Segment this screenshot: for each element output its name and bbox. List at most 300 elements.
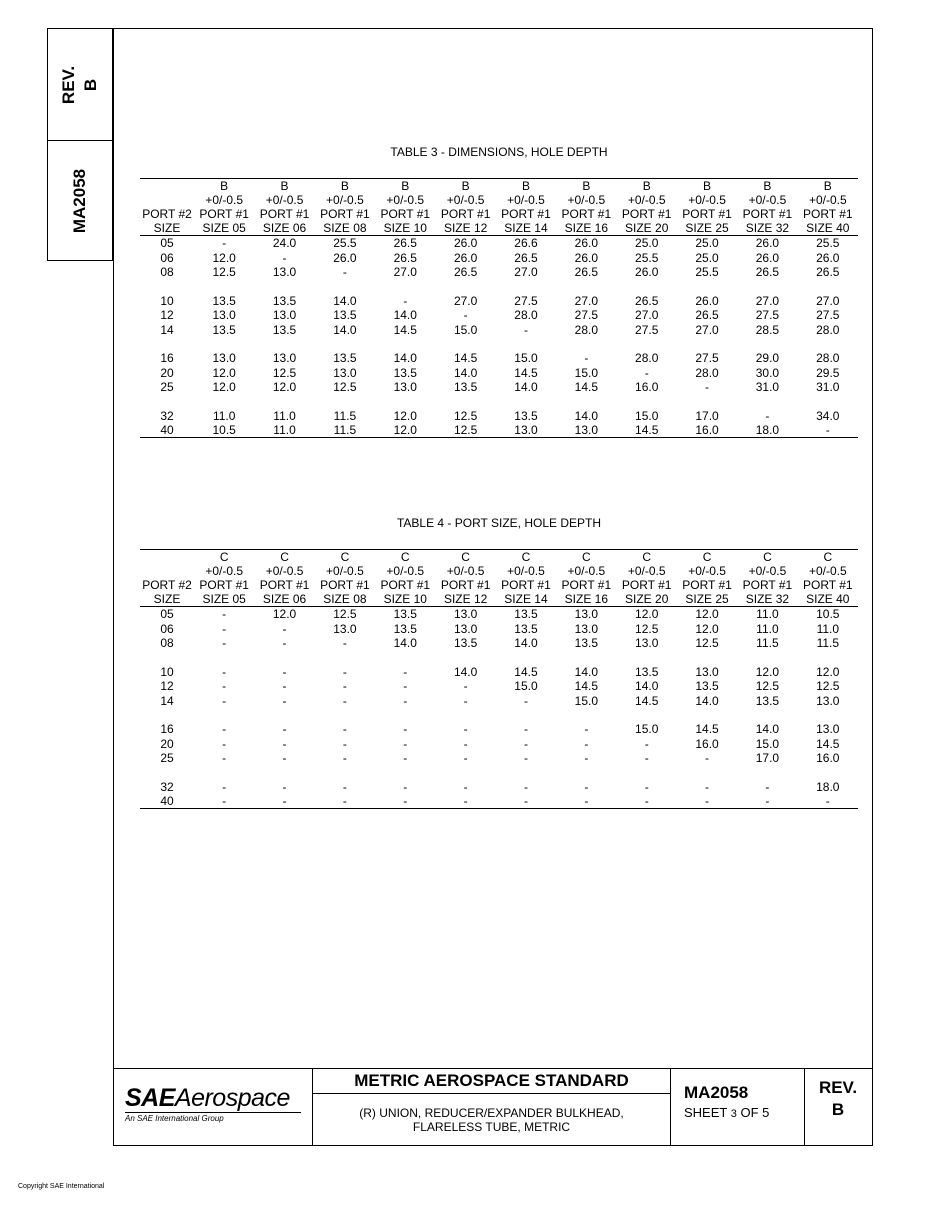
value-cell: - bbox=[282, 621, 287, 636]
value-cell: 13.0 bbox=[212, 308, 236, 323]
value-cell: 26.0 bbox=[453, 250, 478, 265]
footer-doc-number: MA2058 bbox=[684, 1083, 749, 1102]
column-header-tol: +0/-0.5 bbox=[688, 193, 726, 207]
value-cell: 26.5 bbox=[393, 236, 417, 251]
value-cell: 13.5 bbox=[574, 635, 599, 650]
table4-title: TABLE 4 - PORT SIZE, HOLE DEPTH bbox=[396, 516, 602, 530]
value-cell: - bbox=[435, 794, 495, 809]
port2-size-cell: 25 bbox=[160, 751, 174, 766]
value-cell: - bbox=[222, 751, 227, 766]
value-cell: 27.0 bbox=[635, 308, 659, 323]
value-cell: - bbox=[403, 293, 408, 308]
value-cell: 13.5 bbox=[272, 293, 297, 308]
column-header-tol: +0/-0.5 bbox=[808, 193, 847, 207]
value-cell: 25.0 bbox=[635, 236, 659, 251]
value-cell: 13.5 bbox=[514, 408, 538, 423]
column-header-size: SIZE 32 bbox=[737, 221, 797, 236]
port2-size-cell: 16 bbox=[160, 722, 174, 737]
column-header-size: SIZE 16 bbox=[556, 221, 616, 236]
value-cell: 26.5 bbox=[514, 250, 538, 265]
value-cell: 27.5 bbox=[816, 308, 840, 323]
value-cell: 16.0 bbox=[816, 751, 840, 766]
table-row bbox=[140, 607, 858, 622]
value-cell: 14.5 bbox=[635, 693, 659, 708]
port2-size-cell: 16 bbox=[160, 351, 174, 366]
copyright-notice: Copyright SAE International bbox=[18, 1183, 105, 1190]
value-cell: - bbox=[523, 322, 528, 337]
column-header-tol: +0/-0.5 bbox=[507, 193, 545, 207]
value-cell: 26.6 bbox=[514, 236, 538, 251]
value-cell: 12.0 bbox=[393, 408, 417, 423]
value-cell: 26.5 bbox=[453, 264, 478, 279]
value-cell: 14.0 bbox=[393, 635, 417, 650]
value-cell: - bbox=[222, 693, 227, 708]
column-header-port: PORT #1 bbox=[320, 207, 370, 221]
value-cell: 15.0 bbox=[574, 365, 599, 380]
value-cell: 13.0 bbox=[453, 607, 478, 622]
column-header-size: SIZE 08 bbox=[315, 221, 375, 236]
port2-size-cell: 10 bbox=[160, 293, 174, 308]
value-cell: - bbox=[282, 693, 287, 708]
column-header-size: SIZE 05 bbox=[194, 592, 254, 607]
value-cell: 15.0 bbox=[453, 322, 478, 337]
value-cell: 13.0 bbox=[556, 423, 616, 438]
footer-revision bbox=[805, 1077, 871, 1121]
value-cell: - bbox=[765, 779, 770, 794]
value-cell: 14.0 bbox=[333, 293, 357, 308]
port2-size-cell: 05 bbox=[160, 236, 174, 251]
value-cell: 16.0 bbox=[635, 380, 659, 395]
value-cell: 12.5 bbox=[333, 607, 357, 622]
column-header-size: SIZE 25 bbox=[677, 221, 737, 236]
value-cell: 13.0 bbox=[574, 621, 599, 636]
value-cell: 26.0 bbox=[574, 236, 599, 251]
value-cell: - bbox=[584, 751, 589, 766]
value-cell: 12.5 bbox=[435, 423, 495, 438]
value-cell: 14.5 bbox=[393, 322, 417, 337]
value-cell: 12.0 bbox=[272, 607, 297, 622]
value-cell: - bbox=[342, 751, 347, 766]
value-cell: 13.0 bbox=[574, 607, 599, 622]
column-header-size: SIZE 12 bbox=[435, 592, 495, 607]
value-cell: 25.5 bbox=[695, 264, 719, 279]
value-cell: - bbox=[282, 736, 287, 751]
value-cell: 14.0 bbox=[695, 693, 719, 708]
value-cell: - bbox=[375, 794, 435, 809]
sae-aerospace-logo bbox=[125, 1085, 305, 1123]
column-header-port: PORT #1 bbox=[621, 207, 672, 221]
value-cell: 13.5 bbox=[212, 322, 236, 337]
sheet-of: OF bbox=[740, 1105, 759, 1120]
value-cell: 28.5 bbox=[755, 322, 780, 337]
side-rev-label: REV. bbox=[59, 65, 78, 104]
column-header-letter: B bbox=[798, 179, 858, 194]
value-cell: 28.0 bbox=[514, 308, 538, 323]
port2-size-cell: 06 bbox=[160, 621, 174, 636]
table-row bbox=[140, 366, 858, 380]
column-header-tol: +0/-0.5 bbox=[386, 193, 425, 207]
value-cell: - bbox=[282, 250, 287, 265]
column-header-tol: +0/-0.5 bbox=[507, 564, 545, 578]
subtitle-line-1: (R) UNION, REDUCER/EXPANDER BULKHEAD, bbox=[359, 1106, 624, 1120]
column-header-tol: +0/-0.5 bbox=[446, 193, 485, 207]
port2-header-cell: SIZE bbox=[140, 221, 194, 236]
value-cell: - bbox=[222, 664, 227, 679]
value-cell: 14.5 bbox=[617, 423, 677, 438]
sheet-total: 5 bbox=[762, 1105, 770, 1120]
value-cell: - bbox=[403, 679, 408, 694]
sheet-prefix: SHEET bbox=[684, 1105, 728, 1120]
port2-size-cell: 10 bbox=[160, 664, 174, 679]
value-cell: 27.5 bbox=[695, 351, 719, 366]
port2-size-cell: 06 bbox=[160, 250, 174, 265]
value-cell: 26.5 bbox=[755, 264, 780, 279]
column-header-port: PORT #1 bbox=[682, 578, 732, 592]
value-cell: 12.0 bbox=[695, 621, 719, 636]
column-header-port: PORT #1 bbox=[561, 207, 612, 221]
value-cell: 14.0 bbox=[453, 664, 478, 679]
table4 bbox=[140, 549, 858, 809]
column-header-port: PORT #1 bbox=[199, 207, 249, 221]
column-header-tol: +0/-0.5 bbox=[446, 564, 485, 578]
value-cell: 17.0 bbox=[695, 408, 719, 423]
footer-rev-value: B bbox=[831, 1100, 845, 1119]
value-cell: 27.0 bbox=[514, 264, 538, 279]
value-cell: 13.0 bbox=[393, 380, 417, 395]
value-cell: - bbox=[523, 722, 528, 737]
port2-header-cell: PORT #2 bbox=[142, 207, 192, 221]
column-header-tol: +0/-0.5 bbox=[386, 564, 425, 578]
value-cell: - bbox=[496, 794, 556, 809]
value-cell: - bbox=[584, 736, 589, 751]
value-cell: 14.5 bbox=[574, 380, 599, 395]
value-cell: 27.0 bbox=[574, 293, 599, 308]
column-header-letter: C bbox=[798, 550, 858, 565]
header-row bbox=[140, 564, 858, 578]
value-cell: 13.0 bbox=[635, 635, 659, 650]
value-cell: 15.0 bbox=[514, 679, 538, 694]
value-cell: 31.0 bbox=[816, 380, 840, 395]
value-cell: 13.5 bbox=[755, 693, 780, 708]
document-subtitle bbox=[313, 1094, 670, 1134]
value-cell: 12.5 bbox=[212, 264, 236, 279]
value-cell: 11.0 bbox=[756, 621, 779, 636]
table-row bbox=[140, 380, 858, 394]
value-cell: - bbox=[705, 751, 710, 766]
column-header-port: PORT #1 bbox=[803, 207, 853, 221]
value-cell: - bbox=[644, 365, 649, 380]
header-row bbox=[140, 550, 858, 565]
value-cell: - bbox=[523, 751, 528, 766]
value-cell: - bbox=[644, 779, 649, 794]
column-header-tol: +0/-0.5 bbox=[748, 564, 787, 578]
value-cell: 14.0 bbox=[574, 664, 599, 679]
logo-tagline: An SAE International Group bbox=[125, 1114, 224, 1123]
table-row bbox=[140, 409, 858, 423]
column-header-size: SIZE 14 bbox=[496, 592, 556, 607]
value-cell: 26.0 bbox=[333, 250, 357, 265]
port2-size-cell: 20 bbox=[160, 365, 174, 380]
value-cell: - bbox=[584, 722, 589, 737]
column-header-tol: +0/-0.5 bbox=[265, 193, 304, 207]
column-header-size: SIZE 20 bbox=[617, 592, 677, 607]
value-cell: 15.0 bbox=[514, 351, 538, 366]
value-cell: 15.0 bbox=[755, 736, 780, 751]
column-header-size: SIZE 10 bbox=[375, 221, 435, 236]
value-cell: 14.0 bbox=[453, 365, 478, 380]
table-row bbox=[140, 636, 858, 650]
column-header-tol: +0/-0.5 bbox=[265, 564, 304, 578]
column-header-port: PORT #1 bbox=[742, 207, 793, 221]
value-cell: 29.0 bbox=[755, 351, 780, 366]
value-cell: 24.0 bbox=[272, 236, 297, 251]
value-cell: 18.0 bbox=[737, 423, 797, 438]
table-row bbox=[140, 236, 858, 251]
table-row bbox=[140, 423, 858, 438]
value-cell: 27.0 bbox=[816, 293, 840, 308]
value-cell: 27.5 bbox=[574, 308, 599, 323]
value-cell: 25.5 bbox=[333, 236, 357, 251]
value-cell: 12.5 bbox=[695, 635, 719, 650]
table-row bbox=[140, 621, 858, 635]
value-cell: - bbox=[463, 751, 468, 766]
value-cell: 14.0 bbox=[333, 322, 357, 337]
value-cell: - bbox=[222, 236, 227, 251]
value-cell: - bbox=[798, 423, 858, 438]
column-header-letter: C bbox=[315, 550, 375, 565]
value-cell: - bbox=[222, 736, 227, 751]
value-cell: 26.0 bbox=[695, 293, 719, 308]
document-cell bbox=[671, 1069, 805, 1146]
value-cell: 12.5 bbox=[272, 365, 297, 380]
value-cell: 12.5 bbox=[333, 380, 357, 395]
column-header-size: SIZE 25 bbox=[677, 592, 737, 607]
value-cell: - bbox=[765, 408, 770, 423]
value-cell: - bbox=[222, 779, 227, 794]
value-cell: 12.0 bbox=[212, 365, 236, 380]
column-header-letter: C bbox=[254, 550, 314, 565]
value-cell: - bbox=[222, 679, 227, 694]
value-cell: - bbox=[463, 308, 468, 323]
port2-size-cell: 08 bbox=[160, 635, 174, 650]
value-cell: 13.5 bbox=[695, 679, 719, 694]
port2-size-cell: 40 bbox=[140, 423, 194, 438]
value-cell: 27.5 bbox=[635, 322, 659, 337]
value-cell: 11.5 bbox=[315, 423, 375, 438]
value-cell: 25.0 bbox=[695, 250, 719, 265]
value-cell: - bbox=[342, 779, 347, 794]
value-cell: 17.0 bbox=[755, 751, 780, 766]
header-row bbox=[140, 578, 858, 592]
spacer-cell bbox=[140, 708, 858, 722]
value-cell: 13.5 bbox=[514, 621, 538, 636]
value-cell: 11.0 bbox=[816, 621, 840, 636]
table3 bbox=[140, 178, 858, 438]
value-cell: 12.5 bbox=[453, 408, 478, 423]
logo-sae: SAE bbox=[125, 1084, 175, 1112]
footer-rev-label: REV. bbox=[818, 1078, 858, 1097]
value-cell: 13.0 bbox=[333, 621, 357, 636]
value-cell: 13.0 bbox=[272, 264, 297, 279]
value-cell: 27.0 bbox=[453, 293, 478, 308]
column-header-port: PORT #1 bbox=[501, 207, 551, 221]
value-cell: 15.0 bbox=[635, 408, 659, 423]
value-cell: 26.0 bbox=[574, 250, 599, 265]
value-cell: 13.0 bbox=[212, 351, 236, 366]
column-header-size: SIZE 14 bbox=[496, 221, 556, 236]
column-header-size: SIZE 32 bbox=[737, 592, 797, 607]
value-cell: 26.0 bbox=[755, 250, 780, 265]
value-cell: - bbox=[584, 779, 589, 794]
value-cell: - bbox=[403, 779, 408, 794]
value-cell: - bbox=[677, 794, 737, 809]
column-header-letter: C bbox=[677, 550, 737, 565]
side-doc-number: MA2058 bbox=[70, 168, 89, 233]
value-cell: 12.0 bbox=[212, 380, 236, 395]
column-header-port: PORT #1 bbox=[380, 207, 431, 221]
column-header-letter: B bbox=[617, 179, 677, 194]
value-cell: 13.0 bbox=[816, 722, 840, 737]
logo-aerospace: Aerospace bbox=[174, 1084, 290, 1112]
table-row bbox=[140, 679, 858, 693]
column-header-letter: C bbox=[737, 550, 797, 565]
value-cell: 13.5 bbox=[635, 664, 659, 679]
value-cell: 16.0 bbox=[695, 736, 719, 751]
column-header-tol: +0/-0.5 bbox=[567, 193, 606, 207]
value-cell: 26.5 bbox=[816, 264, 840, 279]
value-cell: 15.0 bbox=[635, 722, 659, 737]
column-header-tol: +0/-0.5 bbox=[567, 564, 606, 578]
port2-size-cell: 12 bbox=[160, 679, 174, 694]
value-cell: 12.0 bbox=[375, 423, 435, 438]
port2-header-cell bbox=[140, 193, 194, 207]
value-cell: 28.0 bbox=[635, 351, 659, 366]
value-cell: - bbox=[222, 607, 227, 622]
column-header-letter: B bbox=[194, 179, 254, 194]
header-row bbox=[140, 179, 858, 194]
port2-size-cell: 25 bbox=[160, 380, 174, 395]
value-cell: 34.0 bbox=[816, 408, 840, 423]
column-header-port: PORT #1 bbox=[259, 207, 310, 221]
value-cell: 14.5 bbox=[816, 736, 840, 751]
table-row bbox=[140, 265, 858, 279]
value-cell: 26.0 bbox=[816, 250, 840, 265]
value-cell: 26.0 bbox=[755, 236, 780, 251]
value-cell: 28.0 bbox=[695, 365, 719, 380]
value-cell: 13.0 bbox=[496, 423, 556, 438]
value-cell: 14.0 bbox=[393, 351, 417, 366]
value-cell: 13.0 bbox=[695, 664, 719, 679]
value-cell: 27.5 bbox=[514, 293, 538, 308]
value-cell: 26.0 bbox=[453, 236, 478, 251]
column-header-letter: C bbox=[496, 550, 556, 565]
value-cell: - bbox=[282, 751, 287, 766]
standard-title: METRIC AEROSPACE STANDARD bbox=[313, 1069, 670, 1094]
value-cell: - bbox=[342, 635, 347, 650]
value-cell: - bbox=[705, 779, 710, 794]
value-cell: 11.0 bbox=[756, 607, 779, 622]
value-cell: - bbox=[254, 794, 314, 809]
value-cell: 26.0 bbox=[635, 264, 659, 279]
port2-size-cell: 12 bbox=[160, 308, 174, 323]
value-cell: - bbox=[282, 779, 287, 794]
table-row bbox=[140, 693, 858, 707]
column-header-letter: B bbox=[677, 179, 737, 194]
value-cell: 11.0 bbox=[212, 408, 236, 423]
column-header-port: PORT #1 bbox=[742, 578, 793, 592]
value-cell: 12.5 bbox=[755, 679, 780, 694]
column-header-tol: +0/-0.5 bbox=[326, 564, 364, 578]
value-cell: 12.0 bbox=[695, 607, 719, 622]
column-header-port: PORT #1 bbox=[199, 578, 249, 592]
column-header-letter: B bbox=[556, 179, 616, 194]
value-cell: - bbox=[222, 621, 227, 636]
value-cell: 15.0 bbox=[574, 693, 599, 708]
table-row bbox=[140, 794, 858, 809]
column-header-tol: +0/-0.5 bbox=[627, 564, 666, 578]
column-header-tol: +0/-0.5 bbox=[326, 193, 364, 207]
value-cell: - bbox=[403, 736, 408, 751]
value-cell: 13.5 bbox=[453, 635, 478, 650]
column-header-tol: +0/-0.5 bbox=[688, 564, 726, 578]
value-cell: 14.0 bbox=[635, 679, 659, 694]
value-cell: - bbox=[342, 722, 347, 737]
value-cell: - bbox=[463, 693, 468, 708]
title-cell bbox=[313, 1069, 671, 1146]
column-header-port: PORT #1 bbox=[320, 578, 370, 592]
title-block bbox=[113, 1068, 873, 1146]
value-cell: - bbox=[523, 693, 528, 708]
column-header-size: SIZE 08 bbox=[315, 592, 375, 607]
column-header-letter: B bbox=[375, 179, 435, 194]
column-header-size: SIZE 20 bbox=[617, 221, 677, 236]
value-cell: - bbox=[342, 736, 347, 751]
value-cell: 28.0 bbox=[816, 351, 840, 366]
value-cell: 28.0 bbox=[574, 322, 599, 337]
value-cell: 13.5 bbox=[212, 293, 236, 308]
value-cell: 11.0 bbox=[254, 423, 314, 438]
column-header-size: SIZE 12 bbox=[435, 221, 495, 236]
value-cell: 26.5 bbox=[393, 250, 417, 265]
value-cell: 12.0 bbox=[635, 607, 659, 622]
value-cell: 14.0 bbox=[574, 408, 599, 423]
value-cell: 10.5 bbox=[816, 607, 840, 622]
column-header-tol: +0/-0.5 bbox=[205, 193, 244, 207]
column-header-port: PORT #1 bbox=[621, 578, 672, 592]
value-cell: 14.0 bbox=[514, 635, 538, 650]
column-header-size: SIZE 05 bbox=[194, 221, 254, 236]
column-header-letter: C bbox=[617, 550, 677, 565]
value-cell: 31.0 bbox=[755, 380, 780, 395]
value-cell: - bbox=[282, 722, 287, 737]
value-cell: - bbox=[403, 751, 408, 766]
value-cell: 13.0 bbox=[453, 621, 478, 636]
column-header-size: SIZE 40 bbox=[798, 221, 858, 236]
value-cell: 13.5 bbox=[393, 607, 417, 622]
column-header-letter: B bbox=[737, 179, 797, 194]
port2-size-cell: 05 bbox=[160, 607, 174, 622]
value-cell: 12.5 bbox=[816, 679, 840, 694]
value-cell: 14.5 bbox=[453, 351, 478, 366]
column-header-port: PORT #1 bbox=[682, 207, 732, 221]
column-header-letter: B bbox=[496, 179, 556, 194]
port2-header-cell bbox=[140, 564, 194, 578]
port2-header-cell: PORT #2 bbox=[142, 578, 192, 592]
value-cell: 14.0 bbox=[755, 722, 780, 737]
value-cell: 27.5 bbox=[755, 308, 780, 323]
column-header-size: SIZE 40 bbox=[798, 592, 858, 607]
port2-header-cell bbox=[140, 179, 194, 194]
